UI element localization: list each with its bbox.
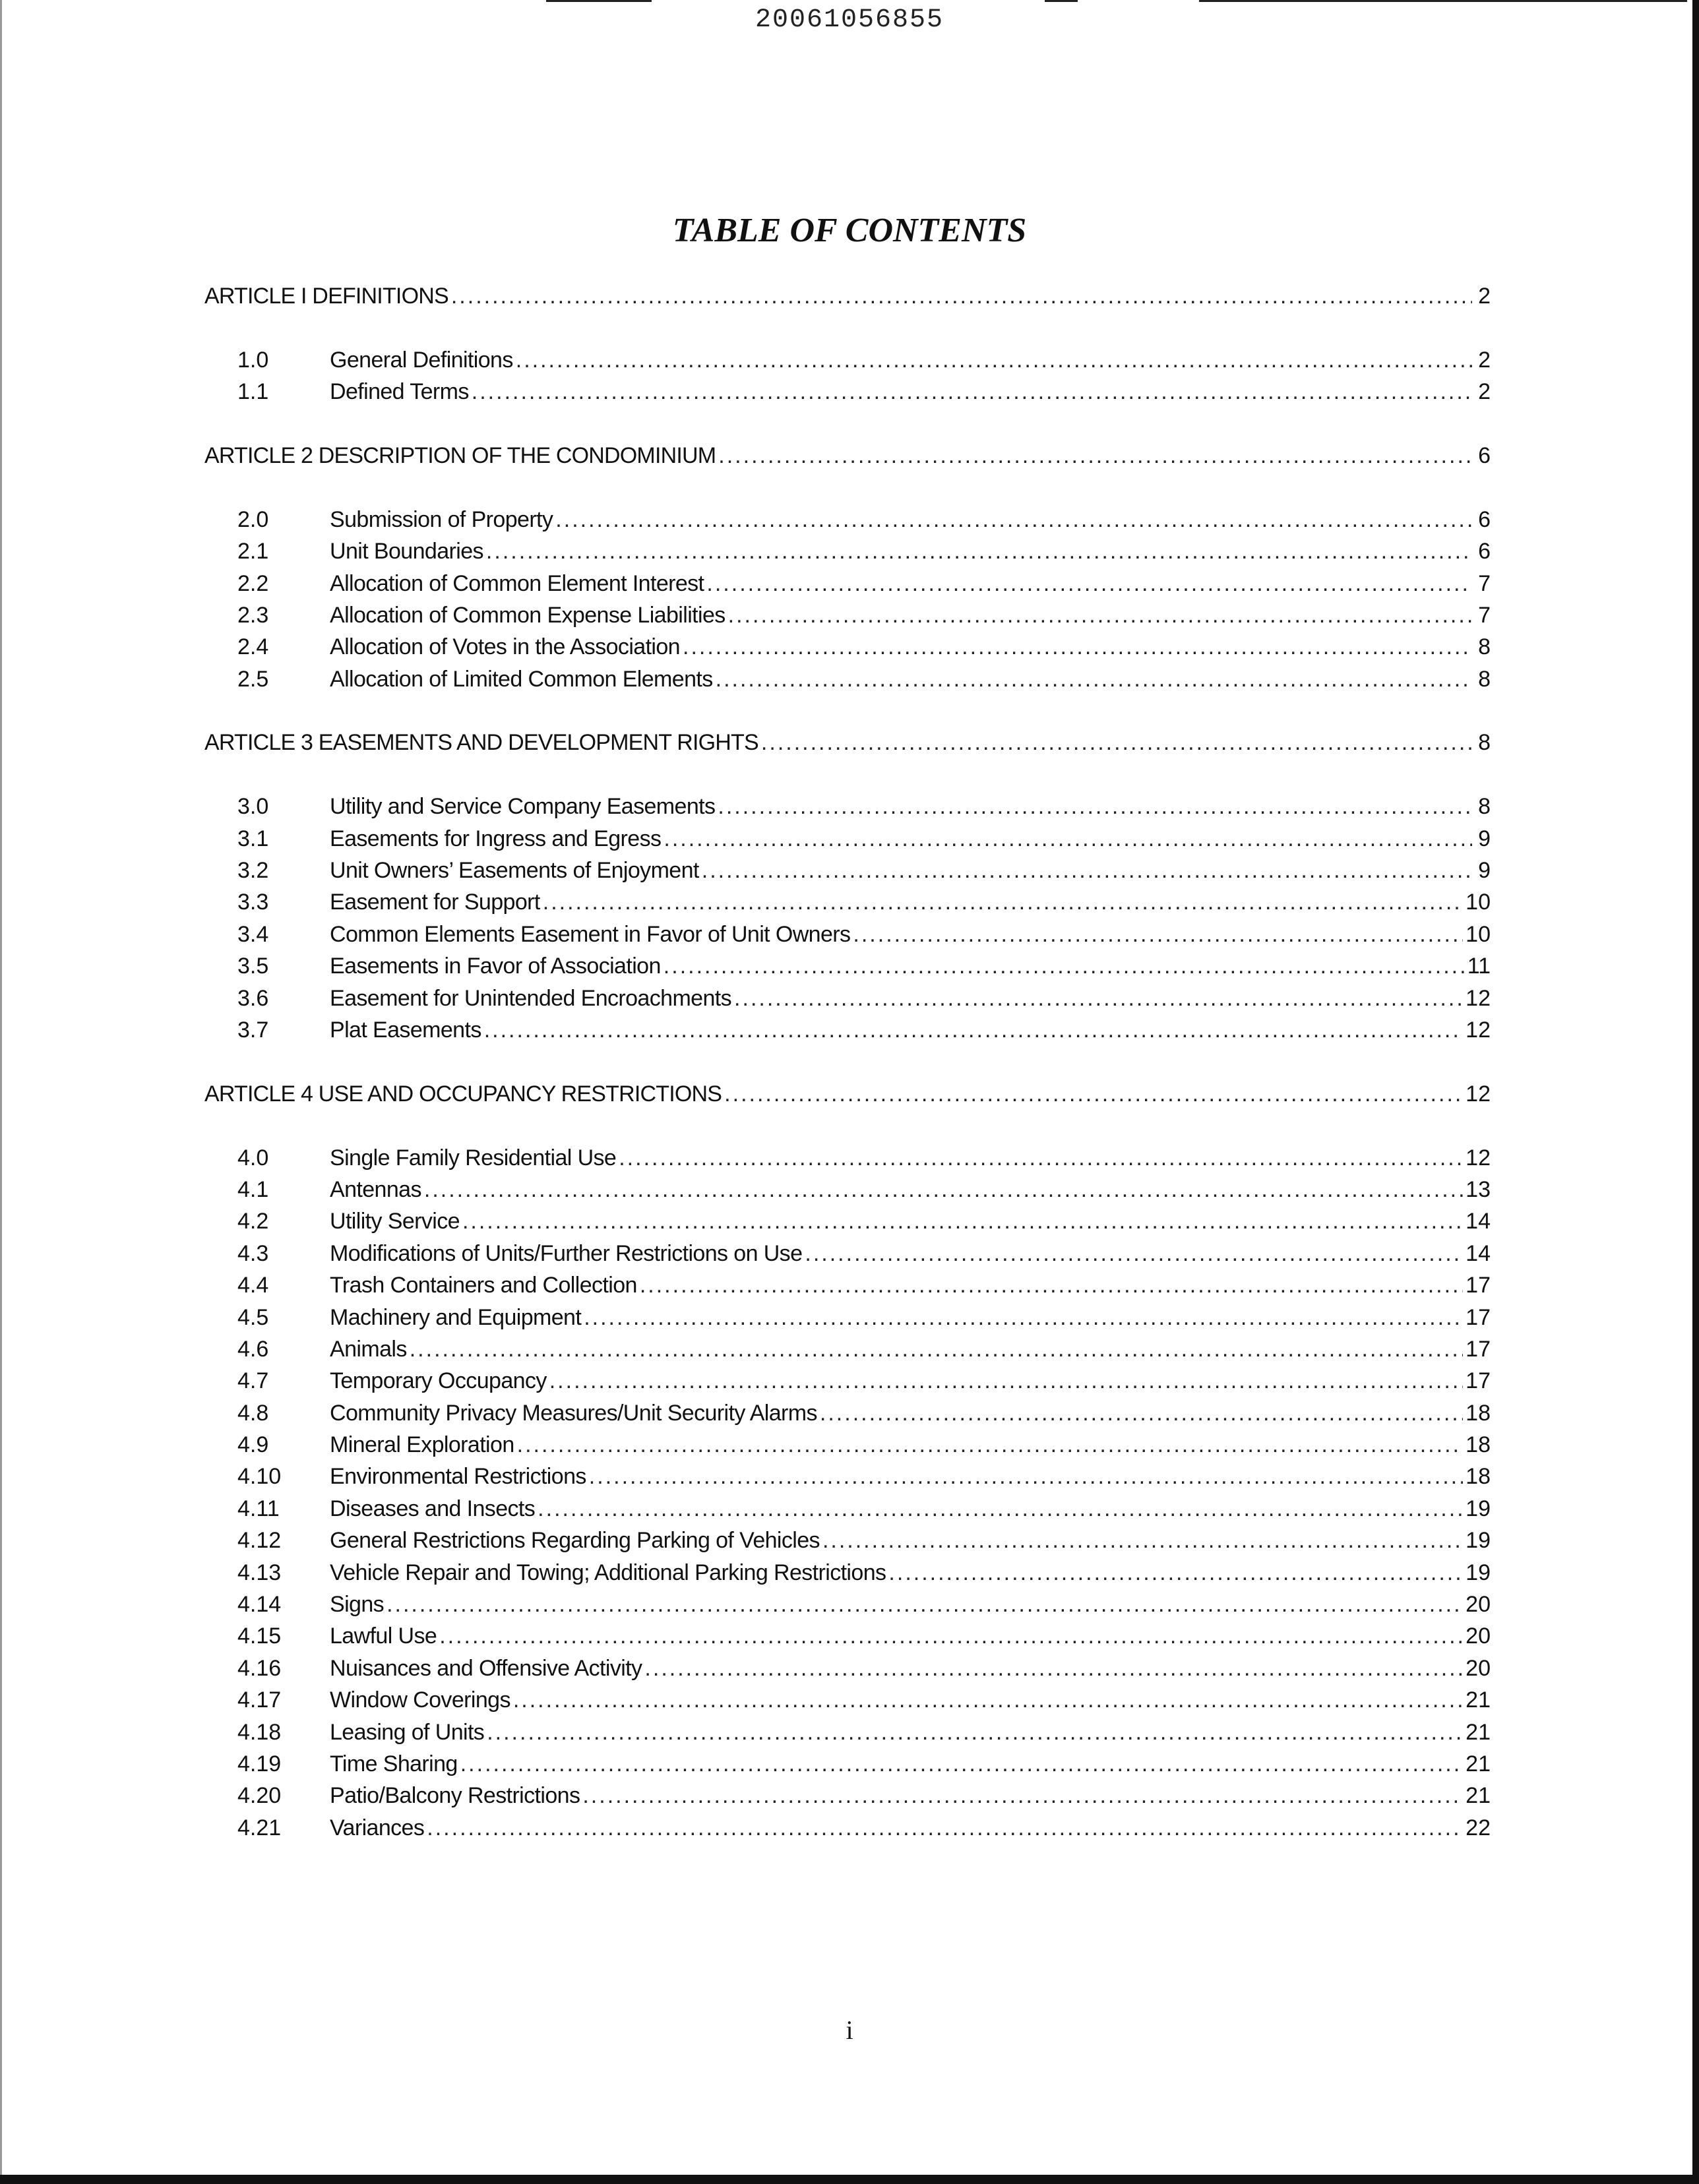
dot-leader (644, 1656, 1463, 1682)
section-number: 4.12 (237, 1528, 282, 1554)
toc-entry-row[interactable] (204, 507, 1491, 539)
toc-entry-row[interactable] (204, 1496, 1491, 1528)
entry-title: Machinery and Equipment (330, 1304, 582, 1330)
dot-leader (734, 986, 1463, 1012)
section-number: 3.4 (237, 921, 269, 947)
page-number: 8 (1478, 634, 1491, 660)
toc-article-row[interactable] (204, 443, 1491, 475)
dot-leader (761, 730, 1472, 756)
toc-entry-row[interactable] (204, 667, 1491, 698)
table-of-contents (204, 284, 1491, 1847)
toc-entry-row[interactable] (204, 603, 1491, 634)
toc-article-row[interactable] (204, 284, 1491, 315)
entry-title: Easements for Ingress and Egress (330, 826, 662, 851)
entry-title: Nuisances and Offensive Activity (330, 1655, 642, 1681)
page-number: 20 (1466, 1592, 1491, 1618)
toc-entry-row[interactable] (204, 954, 1491, 985)
toc-article-row[interactable] (204, 730, 1491, 762)
scan-top-rule (546, 0, 652, 2)
section-number: 4.5 (237, 1304, 269, 1330)
page-number: 2 (1478, 379, 1491, 405)
dot-leader (805, 1241, 1463, 1267)
page-number: 19 (1466, 1496, 1491, 1521)
toc-entry-row[interactable] (204, 571, 1491, 603)
scan-edge-right (1692, 0, 1699, 2184)
entry-title: Signs (330, 1592, 385, 1618)
dot-leader (640, 1273, 1463, 1298)
toc-entry-row[interactable] (204, 1528, 1491, 1560)
entry-title: Variances (330, 1815, 425, 1840)
page-number: 11 (1467, 954, 1491, 979)
dot-leader (589, 1464, 1463, 1490)
toc-entry-row[interactable] (204, 1209, 1491, 1240)
dot-leader (555, 507, 1472, 533)
section-number: 4.4 (237, 1273, 269, 1298)
dot-leader (706, 571, 1472, 597)
page-number: 18 (1466, 1432, 1491, 1458)
toc-entry-row[interactable] (204, 634, 1491, 666)
section-gap (204, 762, 1491, 794)
section-number: 4.13 (237, 1560, 282, 1585)
toc-entry-row[interactable] (204, 1720, 1491, 1751)
entry-title: Community Privacy Measures/Unit Security Alarms (330, 1400, 817, 1426)
section-number: 3.1 (237, 826, 269, 851)
dot-leader (853, 922, 1463, 948)
page-number: 7 (1478, 570, 1491, 596)
dot-leader (386, 1592, 1463, 1618)
section-number: 4.18 (237, 1719, 282, 1745)
section-number: 4.2 (237, 1209, 269, 1234)
dot-leader (439, 1623, 1463, 1649)
dot-leader (472, 379, 1472, 405)
section-number: 4.0 (237, 1145, 269, 1170)
toc-entry-row[interactable] (204, 922, 1491, 954)
section-number: 2.1 (237, 539, 269, 564)
entry-title: Defined Terms (330, 379, 469, 405)
section-gap (204, 698, 1491, 730)
section-number: 1.0 (237, 347, 269, 373)
page-number: 10 (1466, 921, 1491, 947)
dot-leader (683, 634, 1472, 660)
page-number: 21 (1466, 1687, 1491, 1713)
toc-entry-row[interactable] (204, 826, 1491, 858)
page-number: 19 (1466, 1528, 1491, 1554)
toc-article-row[interactable] (204, 1081, 1491, 1113)
section-number: 3.7 (237, 1017, 269, 1043)
section-number: 4.10 (237, 1464, 282, 1490)
dot-leader (460, 1751, 1463, 1777)
section-number: 4.20 (237, 1783, 282, 1809)
section-number: 4.1 (237, 1176, 269, 1202)
section-number: 4.8 (237, 1400, 269, 1426)
toc-entry-row[interactable] (204, 1815, 1491, 1847)
toc-entry-row[interactable] (204, 1656, 1491, 1687)
dot-leader (543, 890, 1463, 915)
dot-leader (728, 603, 1472, 628)
scan-edge-left (0, 0, 2, 2184)
entry-title: Leasing of Units (330, 1719, 485, 1745)
section-number: 4.3 (237, 1240, 269, 1266)
entry-title: Submission of Property (330, 506, 553, 532)
entry-title: Easement for Unintended Encroachments (330, 985, 732, 1011)
dot-leader (451, 284, 1472, 309)
dot-leader (888, 1560, 1463, 1586)
toc-entry-row[interactable] (204, 1177, 1491, 1209)
section-number: 4.21 (237, 1815, 282, 1840)
toc-entry-row[interactable] (204, 1783, 1491, 1815)
entry-title: Temporary Occupancy (330, 1368, 547, 1394)
page-number: 2 (1478, 284, 1491, 309)
section-gap (204, 475, 1491, 506)
entry-title: General Restrictions Regarding Parking of Vehicles (330, 1528, 820, 1554)
dot-leader (664, 826, 1472, 852)
section-number: 4.19 (237, 1751, 282, 1776)
entry-title: Allocation of Common Expense Liabilities (330, 602, 726, 628)
section-number: 4.16 (237, 1655, 282, 1681)
page-number: 2 (1478, 347, 1491, 373)
toc-entry-row[interactable] (204, 986, 1491, 1017)
section-number: 3.2 (237, 858, 269, 884)
entry-title: Modifications of Units/Further Restrictions on Use (330, 1240, 803, 1266)
page-number: 8 (1478, 666, 1491, 692)
entry-title: Utility and Service Company Easements (330, 794, 716, 820)
entry-title: Animals (330, 1336, 407, 1362)
section-number: 2.5 (237, 666, 269, 692)
page-number: 20 (1466, 1655, 1491, 1681)
toc-entry-row[interactable] (204, 1560, 1491, 1592)
page-number: 17 (1466, 1368, 1491, 1394)
entry-title: Utility Service (330, 1209, 460, 1234)
toc-entry-row[interactable] (204, 794, 1491, 826)
page-number: 12 (1466, 1145, 1491, 1170)
article-heading: ARTICLE 2 DESCRIPTION OF THE CONDOMINIUM (204, 442, 716, 468)
dot-leader (702, 858, 1472, 884)
section-gap (204, 411, 1491, 443)
dot-leader (718, 794, 1472, 820)
entry-title: Mineral Exploration (330, 1432, 514, 1458)
page-number: 14 (1466, 1209, 1491, 1234)
toc-entry-row[interactable] (204, 1145, 1491, 1177)
article-heading: ARTICLE 4 USE AND OCCUPANCY RESTRICTIONS (204, 1081, 722, 1107)
section-number: 4.15 (237, 1623, 282, 1649)
page-number: 21 (1466, 1719, 1491, 1745)
entry-title: Easement for Support (330, 890, 540, 915)
article-heading: ARTICLE I DEFINITIONS (204, 284, 448, 309)
toc-entry-row[interactable] (204, 890, 1491, 921)
page-number: 14 (1466, 1240, 1491, 1266)
page-number: 21 (1466, 1783, 1491, 1809)
toc-entry-row[interactable] (204, 348, 1491, 379)
page-number: 17 (1466, 1304, 1491, 1330)
dot-leader (462, 1209, 1463, 1234)
section-number: 4.7 (237, 1368, 269, 1394)
dot-leader (513, 1687, 1463, 1713)
page-footer-number: i (846, 2015, 853, 2045)
page-number: 18 (1466, 1464, 1491, 1490)
toc-entry-row[interactable] (204, 1464, 1491, 1496)
entry-title: Environmental Restrictions (330, 1464, 586, 1490)
section-number: 1.1 (237, 379, 269, 405)
entry-title: Easements in Favor of Association (330, 954, 661, 979)
page-number: 12 (1466, 985, 1491, 1011)
dot-leader (427, 1815, 1463, 1841)
dot-leader (718, 443, 1472, 469)
dot-leader (619, 1145, 1463, 1171)
entry-title: Unit Owners’ Easements of Enjoyment (330, 858, 699, 884)
entry-title: Common Elements Easement in Favor of Unit Owners (330, 921, 851, 947)
section-gap (204, 315, 1491, 347)
entry-title: Allocation of Common Element Interest (330, 570, 704, 596)
page-number: 12 (1466, 1017, 1491, 1043)
dot-leader (820, 1401, 1463, 1426)
dot-leader (484, 1017, 1463, 1043)
entry-title: Unit Boundaries (330, 539, 483, 564)
section-number: 2.3 (237, 602, 269, 628)
dot-leader (724, 1081, 1463, 1107)
entry-title: Single Family Residential Use (330, 1145, 617, 1170)
article-heading: ARTICLE 3 EASEMENTS AND DEVELOPMENT RIGHTS (204, 730, 758, 756)
page-number: 10 (1466, 890, 1491, 915)
dot-leader (538, 1496, 1463, 1522)
page-number: 17 (1466, 1273, 1491, 1298)
page-number: 6 (1478, 442, 1491, 468)
page-number: 7 (1478, 602, 1491, 628)
section-gap (204, 1113, 1491, 1145)
page-number: 6 (1478, 539, 1491, 564)
dot-leader (582, 1783, 1463, 1809)
page-number: 8 (1478, 794, 1491, 820)
entry-title: Vehicle Repair and Towing; Additional Parking Restrictions (330, 1560, 886, 1585)
toc-entry-row[interactable] (204, 1368, 1491, 1400)
toc-entry-row[interactable] (204, 1623, 1491, 1655)
entry-title: Antennas (330, 1176, 421, 1202)
entry-title: Trash Containers and Collection (330, 1273, 637, 1298)
toc-entry-row[interactable] (204, 1432, 1491, 1464)
dot-leader (549, 1368, 1463, 1394)
section-number: 4.9 (237, 1432, 269, 1458)
toc-entry-row[interactable] (204, 1273, 1491, 1304)
dot-leader (664, 954, 1465, 979)
entry-title: Patio/Balcony Restrictions (330, 1783, 580, 1809)
document-number: 20061056855 (755, 5, 944, 35)
dot-leader (517, 1432, 1464, 1458)
scan-edge-bottom (0, 2175, 1699, 2184)
entry-title: Diseases and Insects (330, 1496, 536, 1521)
dot-leader (584, 1305, 1463, 1331)
toc-entry-row[interactable] (204, 1751, 1491, 1783)
toc-entry-row[interactable] (204, 1687, 1491, 1719)
entry-title: Allocation of Votes in the Association (330, 634, 680, 660)
dot-leader (822, 1528, 1463, 1554)
dot-leader (486, 539, 1472, 564)
page-number: 19 (1466, 1560, 1491, 1585)
page-number: 17 (1466, 1336, 1491, 1362)
entry-title: Window Coverings (330, 1687, 510, 1713)
entry-title: Plat Easements (330, 1017, 481, 1043)
entry-title: Lawful Use (330, 1623, 437, 1649)
section-number: 3.3 (237, 890, 269, 915)
dot-leader (516, 348, 1472, 373)
toc-entry-row[interactable] (204, 379, 1491, 411)
section-number: 4.11 (237, 1496, 280, 1521)
section-number: 4.14 (237, 1592, 282, 1618)
entry-title: Time Sharing (330, 1751, 458, 1776)
toc-entry-row[interactable] (204, 1241, 1491, 1273)
section-number: 4.6 (237, 1336, 269, 1362)
page-number: 9 (1478, 826, 1491, 851)
page-number: 12 (1466, 1081, 1491, 1107)
page-number: 6 (1478, 506, 1491, 532)
section-number: 2.4 (237, 634, 269, 660)
toc-entry-row[interactable] (204, 1305, 1491, 1337)
page-number: 20 (1466, 1623, 1491, 1649)
section-number: 3.0 (237, 794, 269, 820)
page-number: 21 (1466, 1751, 1491, 1776)
toc-entry-row[interactable] (204, 1401, 1491, 1432)
scan-top-rule (1199, 0, 1687, 2)
page-number: 8 (1478, 730, 1491, 756)
section-number: 2.0 (237, 506, 269, 532)
section-number: 2.2 (237, 570, 269, 596)
scan-top-rule (1045, 0, 1078, 2)
page-number: 22 (1466, 1815, 1491, 1840)
toc-entry-row[interactable] (204, 1592, 1491, 1623)
section-number: 3.6 (237, 985, 269, 1011)
page-number: 18 (1466, 1400, 1491, 1426)
toc-entry-row[interactable] (204, 1017, 1491, 1049)
section-number: 3.5 (237, 954, 269, 979)
page-number: 9 (1478, 858, 1491, 884)
dot-leader (487, 1720, 1463, 1745)
toc-entry-row[interactable] (204, 539, 1491, 570)
page-number: 13 (1466, 1176, 1491, 1202)
section-number: 4.17 (237, 1687, 282, 1713)
toc-entry-row[interactable] (204, 1337, 1491, 1368)
dot-leader (410, 1337, 1463, 1362)
section-gap (204, 1049, 1491, 1081)
entry-title: Allocation of Limited Common Elements (330, 666, 713, 692)
toc-entry-row[interactable] (204, 858, 1491, 890)
entry-title: General Definitions (330, 347, 513, 373)
dot-leader (716, 667, 1472, 692)
page-title: TABLE OF CONTENTS (672, 212, 1027, 249)
dot-leader (424, 1177, 1463, 1203)
